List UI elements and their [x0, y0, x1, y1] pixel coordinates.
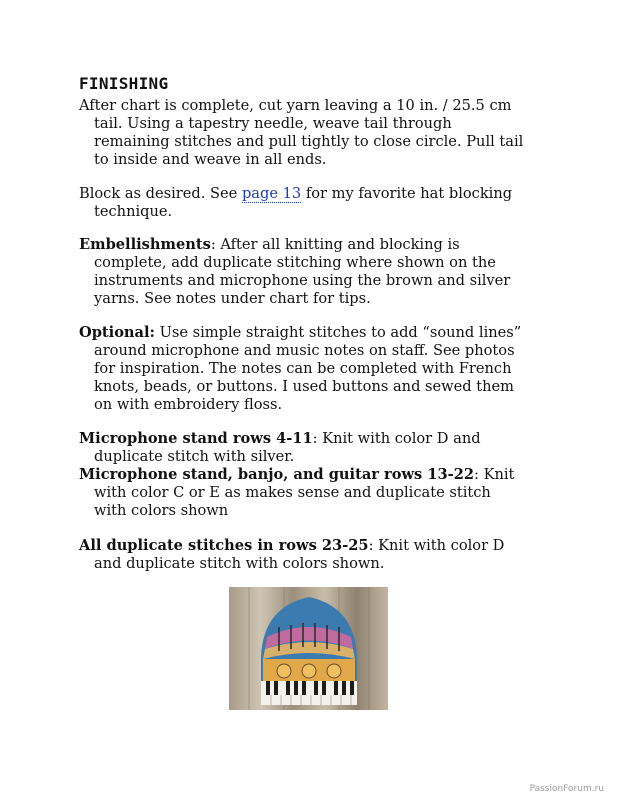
paragraph-optional [79, 324, 549, 414]
paragraph-banjo-guitar [79, 466, 549, 520]
bold-label: Microphone stand, banjo, and guitar rows 13-22 [79, 466, 475, 483]
text-line: on with embroidery floss. [94, 396, 283, 413]
text-line: duplicate stitch with silver. [94, 448, 295, 465]
text-line: with colors shown [94, 502, 229, 519]
bold-label: All duplicate stitches in rows 23-25 [79, 537, 369, 554]
knitted-hat-illustration [229, 587, 388, 710]
text-line: tail. Using a tapestry needle, weave tail through [94, 115, 452, 132]
watermark: PassionForum.ru [529, 784, 604, 794]
text-line: instruments and microphone using the brown and silver [94, 272, 511, 289]
text-line: Microphone stand rows 4-11: Knit with color D and [79, 430, 481, 447]
text-line: Block as desired. See page 13 for my favorite hat blocking [79, 185, 513, 202]
text-line: remaining stitches and pull tightly to close circle. Pull tail [94, 133, 524, 150]
bold-label: Embellishments [79, 236, 211, 253]
paragraph-embellishments [79, 236, 549, 308]
bold-label: Microphone stand rows 4-11 [79, 430, 313, 447]
text-line: with color C or E as makes sense and duplicate stitch [94, 484, 491, 501]
text-line: and duplicate stitch with colors shown. [94, 555, 385, 572]
text-line: knots, beads, or buttons. I used buttons and sewed them [94, 378, 515, 395]
paragraph-after-chart [79, 97, 549, 169]
hat-photo [229, 587, 388, 710]
text-line: around microphone and music notes on staff. See photos [94, 342, 515, 359]
text-line: Optional: Use simple straight stitches to add “sound lines” [79, 324, 522, 341]
text-line: After chart is complete, cut yarn leaving a 10 in. / 25.5 cm [79, 97, 512, 114]
text-line: yarns. See notes under chart for tips. [94, 290, 371, 307]
paragraph-duplicate-stitches [79, 537, 549, 573]
text-line: Embellishments: After all knitting and blocking is [79, 236, 460, 253]
bold-label: Optional: [79, 324, 155, 341]
text-line: technique. [94, 203, 173, 220]
text-line: for inspiration. The notes can be completed with French [94, 360, 512, 377]
text-line: to inside and weave in all ends. [94, 151, 327, 168]
paragraph-microphone-stand [79, 430, 549, 466]
text-line: complete, add duplicate stitching where shown on the [94, 254, 496, 271]
section-heading: FINISHING [79, 74, 169, 93]
page-link[interactable]: page 13 [241, 185, 302, 202]
text-line: All duplicate stitches in rows 23-25: Knit with color D [79, 537, 505, 554]
paragraph-blocking [79, 185, 549, 221]
text-line: Microphone stand, banjo, and guitar rows 13-22: Knit [79, 466, 515, 483]
